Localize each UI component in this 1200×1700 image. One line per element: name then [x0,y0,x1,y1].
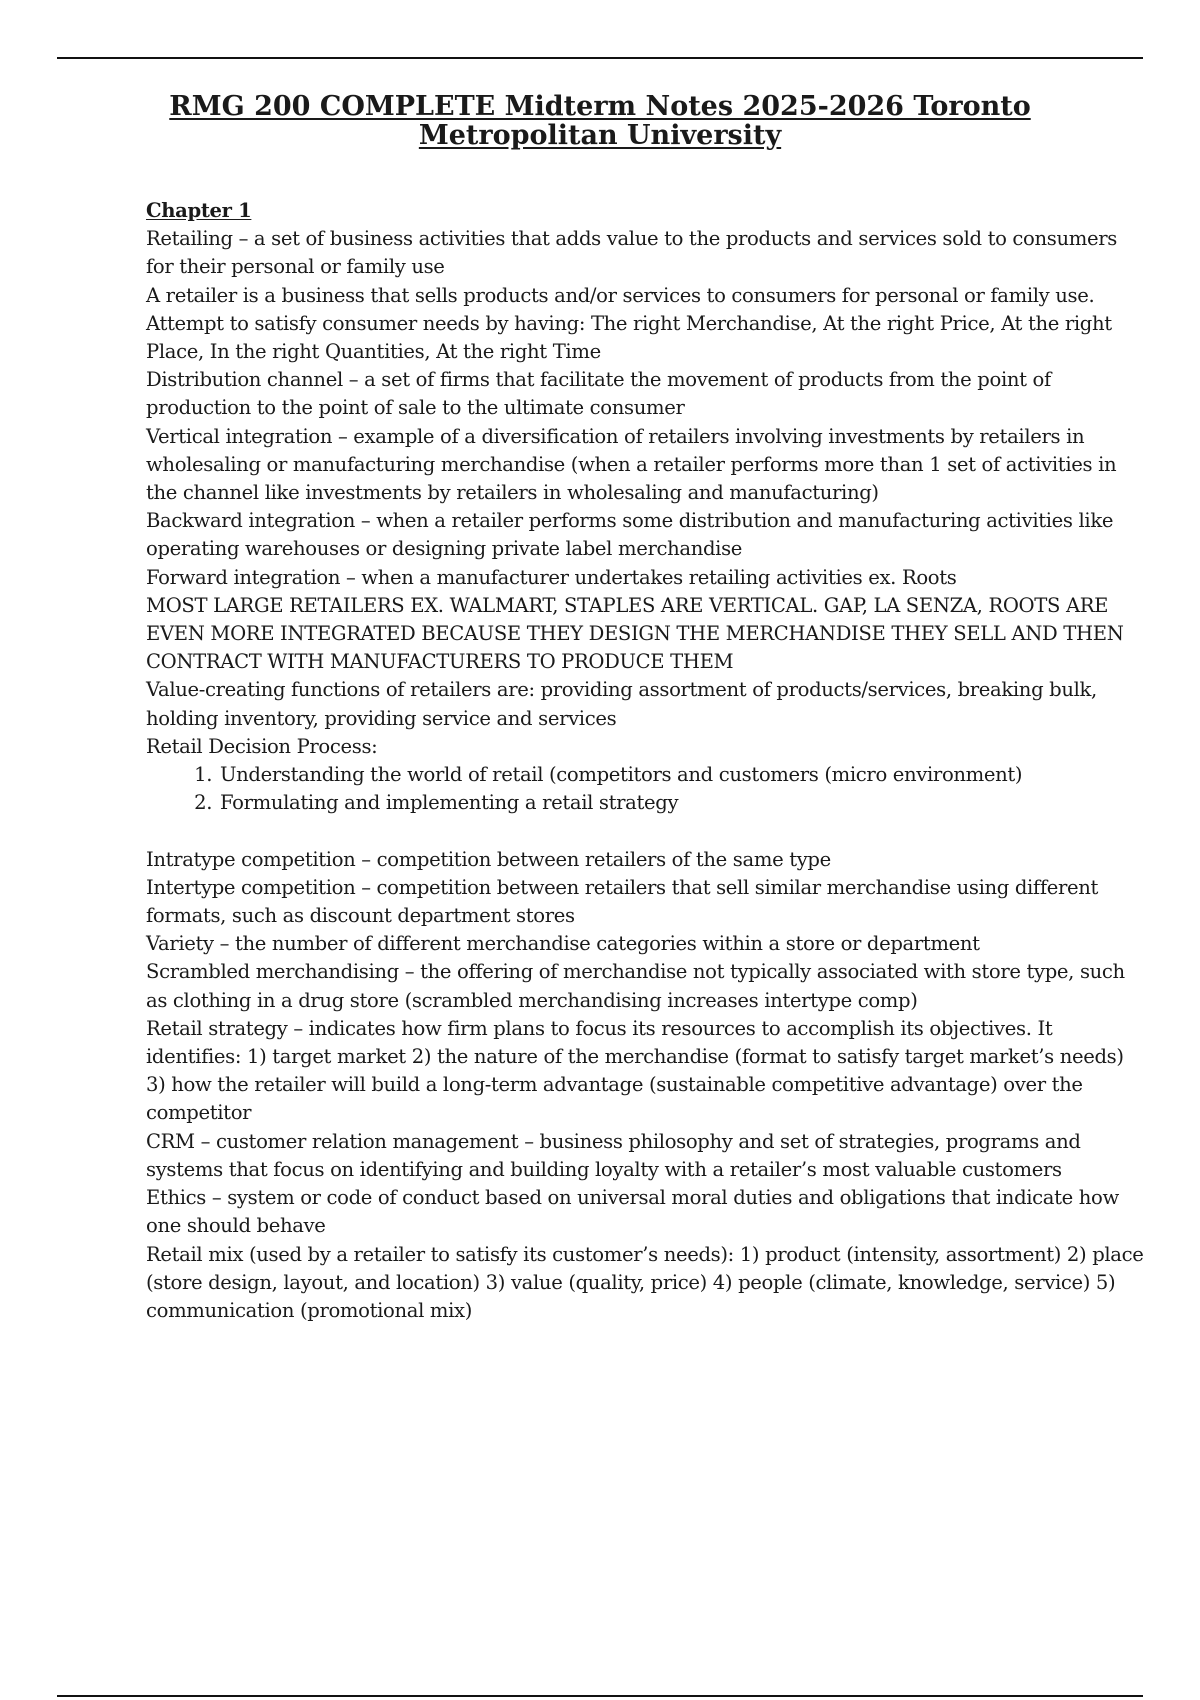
paragraph-backward-integration: Backward integration – when a retailer performs some distribution and manufacturing activities like operating warehouses or designing private label merchandise [146,509,1114,561]
paragraph-distribution-channel: Distribution channel – a set of firms that facilitate the movement of products from the point of production to the point of sale to the ultimate consumer [146,368,1051,420]
list-item: 2. Formulating and implementing a retail strategy [218,789,1146,817]
paragraph-intratype: Intratype competition – competition between retailers of the same type [146,847,831,871]
blank-line [146,817,1146,845]
chapter-heading: Chapter 1 [146,199,252,222]
page-title: RMG 200 COMPLETE Midterm Notes 2025-2026 Toronto Metropolitan University [169,91,1031,151]
paragraph-forward-integration: Forward integration – when a manufacturer undertakes retailing activities ex. Roots [146,565,957,589]
top-rule [57,57,1143,59]
paragraph-decision-process: Retail Decision Process: [146,734,378,758]
paragraph-retail-mix: Retail mix (used by a retailer to satisfy its customer’s needs): 1) product (intensity, assortment) 2) place (store design, layout, and location) 3) value (quality, price) 4) people (climate, knowledge, service) 5) communication (promotional mix) [146,1242,1144,1322]
paragraph-crm: CRM – customer relation management – business philosophy and set of strategies, programs and systems that focus on identifying and building loyalty with a retailer’s most valuable customers [146,1129,1081,1181]
document-body [146,197,1146,1325]
paragraph-vertical-integration: Vertical integration – example of a diversification of retailers involving investments by retailers in wholesaling or manufacturing merchandise (when a retailer performs more than 1 set of activities in the channel like investments by retailers in wholesaling and manufacturing) [146,424,1117,505]
paragraph-value-creating: Value-creating functions of retailers are: providing assortment of products/services, breaking bulk, holding inventory, providing service and services [146,678,1097,730]
paragraph-consumer-needs: Attempt to satisfy consumer needs by having: The right Merchandise, At the right Price, At the right Place, In the right Quantities, At the right Time [146,311,1112,364]
list-item: 1. Understanding the world of retail (competitors and customers (micro environment) [218,761,1146,789]
paragraph-variety: Variety – the number of different merchandise categories within a store or department [146,932,980,956]
paragraph-scrambled: Scrambled merchandising – the offering of merchandise not typically associated with store type, such as clothing in a drug store (scrambled merchandising increases intertype comp) [146,960,1125,1012]
paragraph-large-retailers: MOST LARGE RETAILERS EX. WALMART, STAPLES ARE VERTICAL. GAP, LA SENZA, ROOTS ARE EVEN MORE INTEGRATED BECAUSE THEY DESIGN THE MERCHANDISE THEY SELL AND THEN CONTRACT WITH MANUFACTURERS TO PRODUCE THEM [146,593,1124,674]
paragraph-ethics: Ethics – system or code of conduct based on universal moral duties and obligations that indicate how one should behave [146,1186,1119,1238]
bottom-rule [57,1695,1143,1697]
paragraph-retail-strategy: Retail strategy – indicates how firm plans to focus its resources to accomplish its objectives. It identifies: 1) target market 2) the nature of the merchandise (format to satisfy target market’s needs) 3) how the retailer will build a long-term advantage (sustainable competitive advantage) over the competitor [146,1016,1124,1125]
paragraph-retailing: Retailing – a set of business activities that adds value to the products and services sold to consumers for their personal or family use [146,227,1117,279]
decision-process-list [146,761,1146,817]
paragraph-retailer: A retailer is a business that sells products and/or services to consumers for personal or family use. [146,283,1095,307]
paragraph-intertype: Intertype competition – competition between retailers that sell similar merchandise using different formats, such as discount department stores [146,875,1099,928]
